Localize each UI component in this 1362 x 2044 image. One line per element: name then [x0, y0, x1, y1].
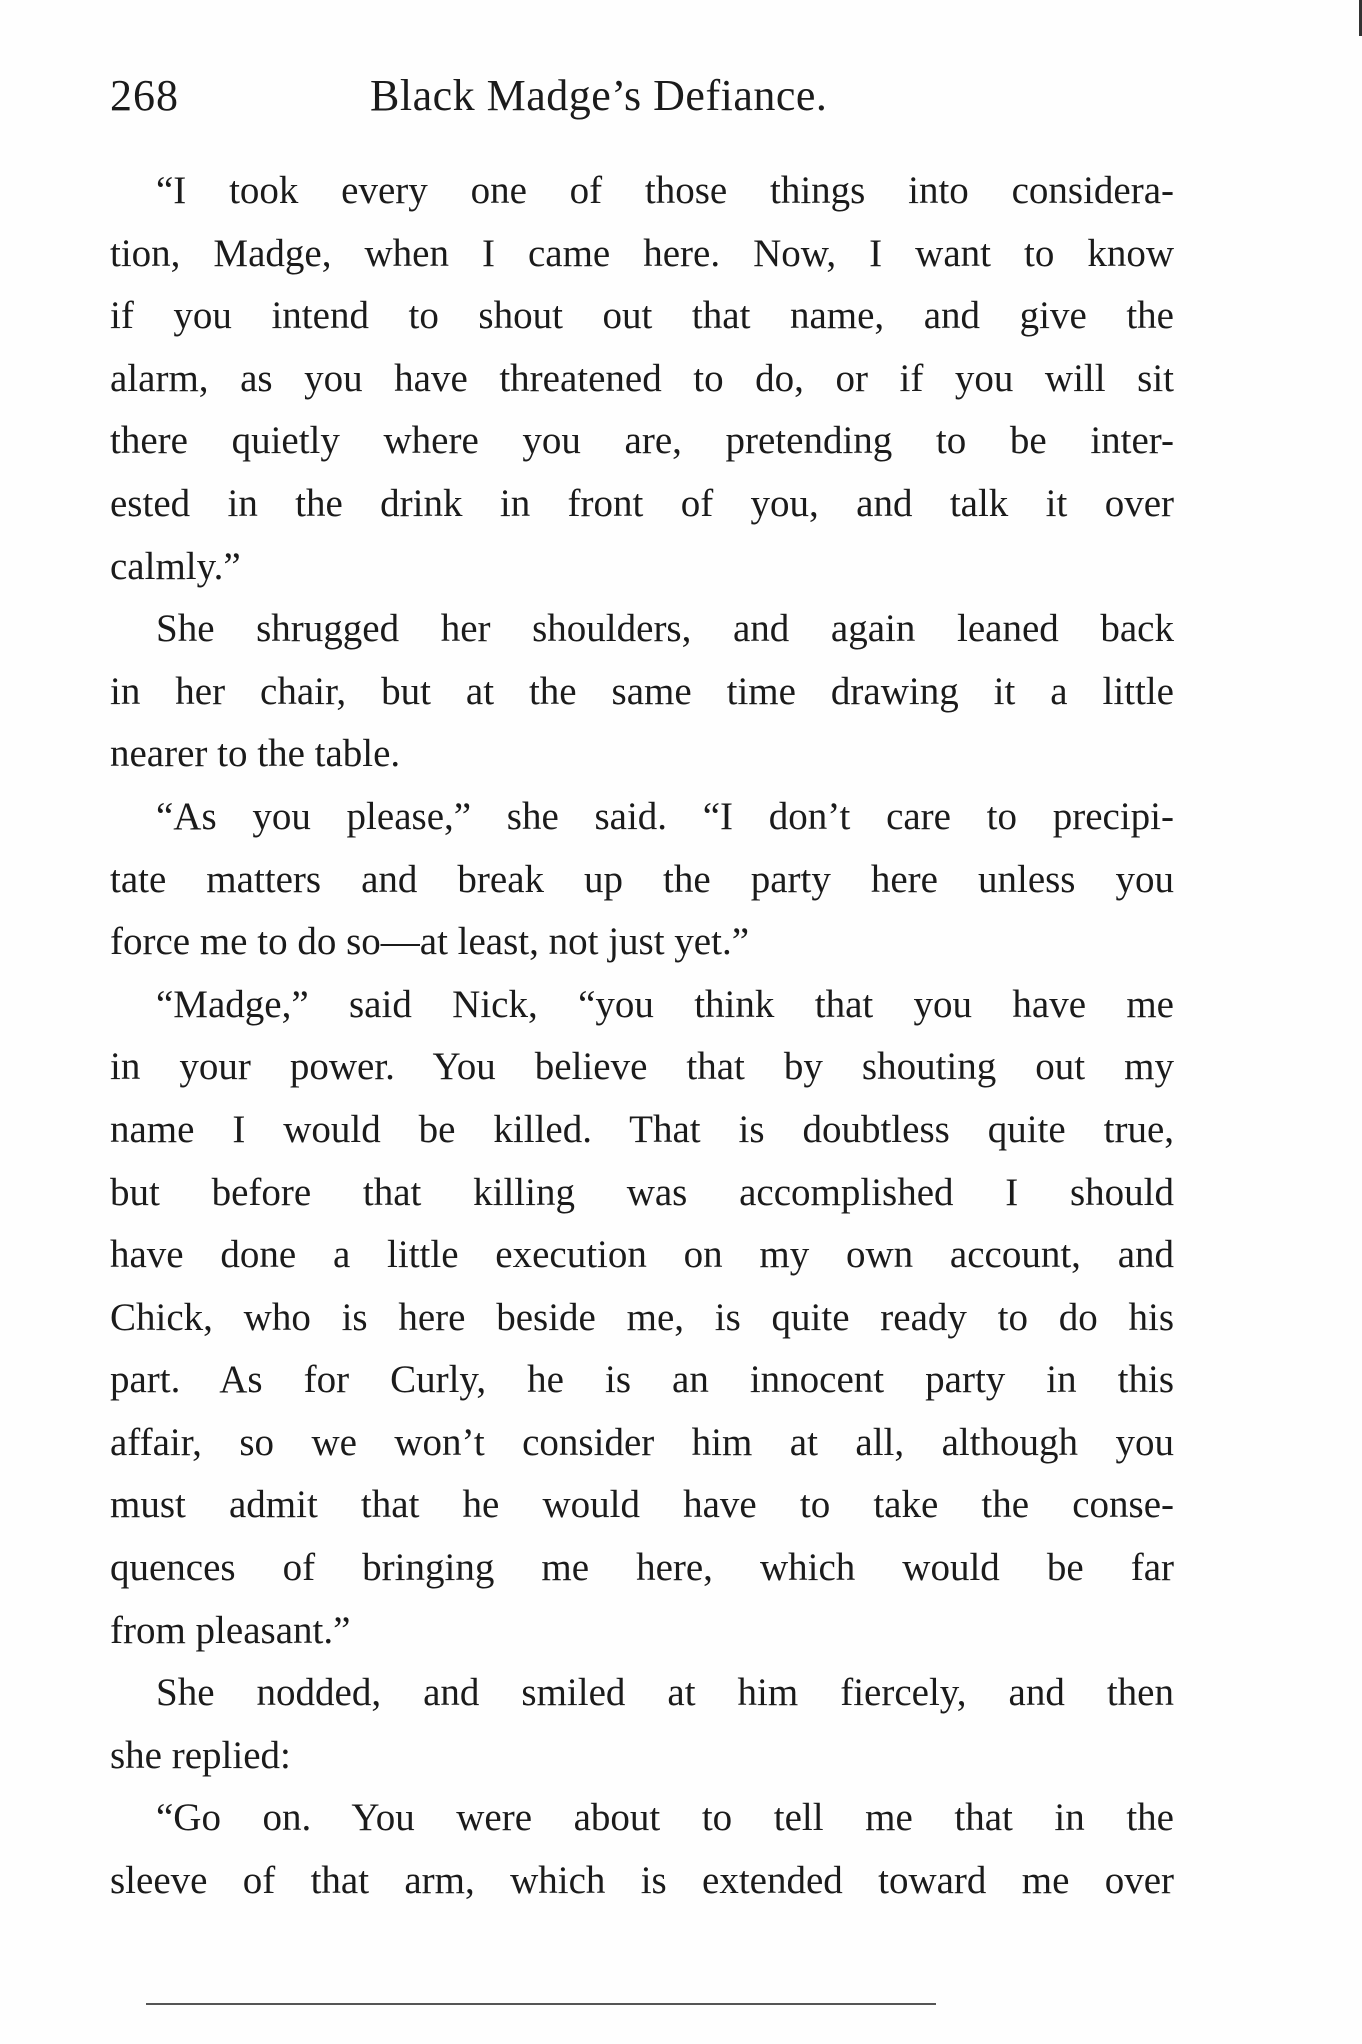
body-text [110, 160, 1174, 1913]
text-line: “Madge,” said Nick, “you think that you have me [156, 982, 1174, 1026]
text-line: Chick, who is here beside me, is quite ready to do his [110, 1295, 1174, 1339]
text-line: if you intend to shout out that name, and give the [110, 294, 1174, 338]
text-line: alarm, as you have threatened to do, or if you will sit [110, 356, 1174, 400]
text-line: she replied: [110, 1733, 291, 1777]
text-line: but before that killing was accomplished I should [110, 1170, 1174, 1214]
text-line: force me to do so—at least, not just yet.” [110, 920, 750, 964]
text-line: She nodded, and smiled at him fiercely, and then [156, 1671, 1174, 1715]
text-line: from pleasant.” [110, 1608, 351, 1652]
running-title: Black Madge’s Defiance. [370, 71, 828, 120]
text-line: “Go on. You were about to tell me that in the [156, 1796, 1174, 1840]
text-line: tate matters and break up the party here unless you [110, 857, 1174, 901]
text-line: calmly.” [110, 544, 241, 588]
text-line: name I would be killed. That is doubtless quite true, [110, 1107, 1174, 1151]
footer-rule [146, 2003, 936, 2005]
page-header [110, 70, 1174, 130]
text-line: there quietly where you are, pretending to be inter- [110, 419, 1174, 463]
text-line: sleeve of that arm, which is extended toward me over [110, 1859, 1174, 1903]
text-line: tion, Madge, when I came here. Now, I want to know [110, 231, 1174, 275]
text-line: in her chair, but at the same time drawing it a little [110, 669, 1174, 713]
text-line: nearer to the table. [110, 732, 401, 776]
text-line: must admit that he would have to take the conse- [110, 1483, 1174, 1527]
text-line: affair, so we won’t consider him at all, although you [110, 1420, 1174, 1464]
text-line: have done a little execution on my own account, and [110, 1233, 1174, 1277]
text-line: quences of bringing me here, which would be far [110, 1546, 1174, 1590]
page-number: 268 [110, 71, 179, 120]
text-line: part. As for Curly, he is an innocent party in this [110, 1358, 1174, 1402]
text-line: ested in the drink in front of you, and talk it over [110, 481, 1174, 525]
text-line: “As you please,” she said. “I don’t care to precipi- [156, 794, 1174, 838]
text-line: “I took every one of those things into considera- [156, 169, 1174, 212]
text-line: She shrugged her shoulders, and again leaned back [156, 607, 1174, 651]
text-line: in your power. You believe that by shouting out my [110, 1045, 1174, 1089]
